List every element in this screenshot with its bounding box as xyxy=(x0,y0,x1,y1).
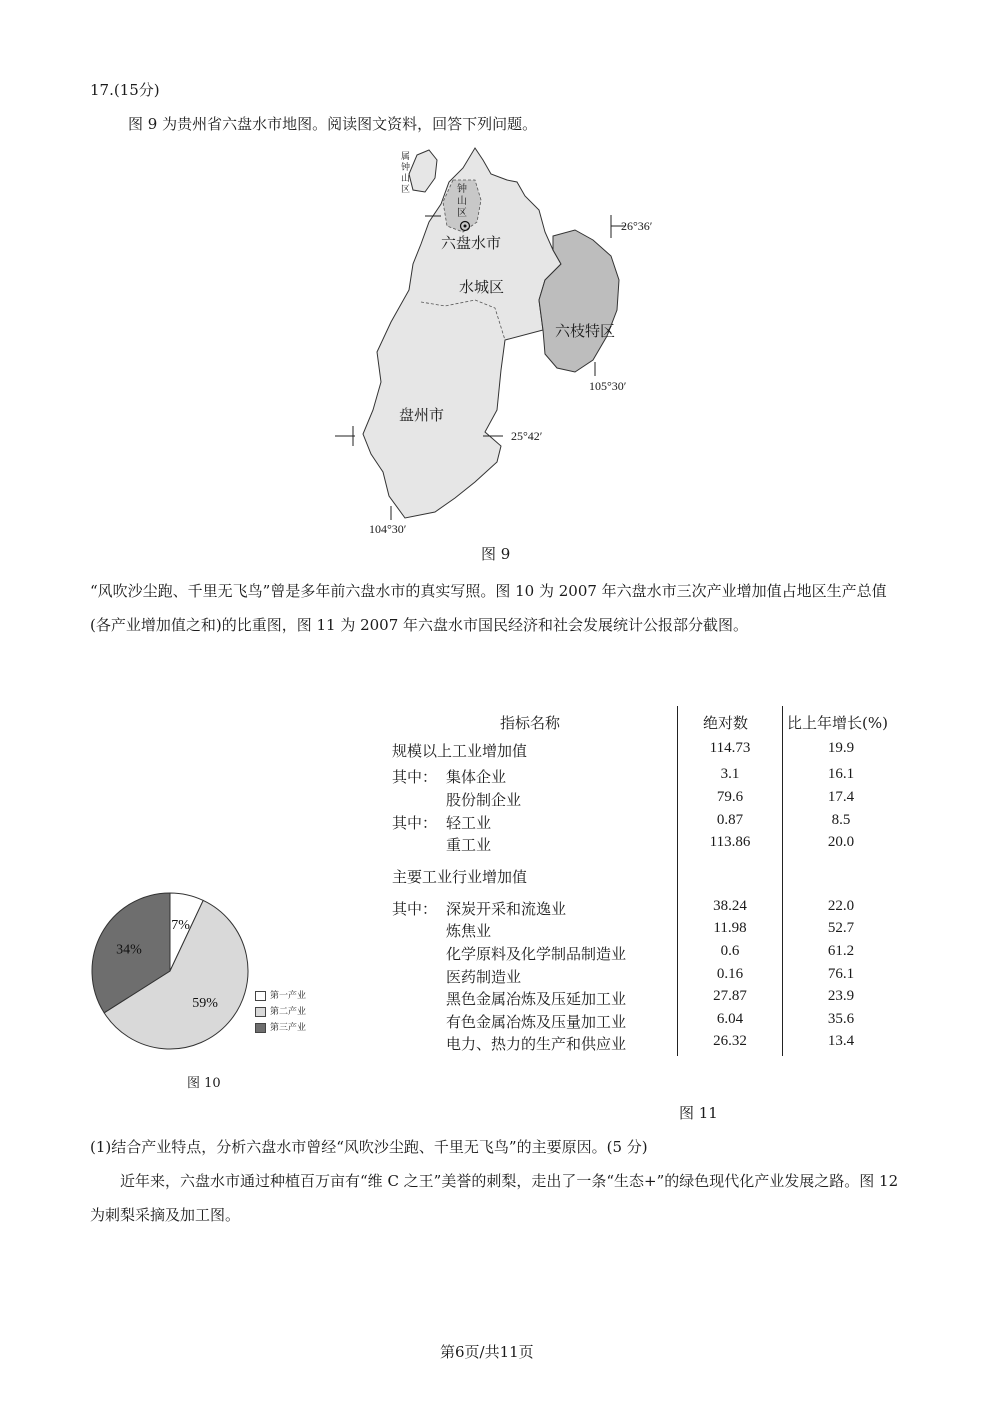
row-growth-value: 35.6 xyxy=(827,1011,855,1027)
row-prefix: 其中： xyxy=(392,814,438,832)
row-abs-value: 79.6 xyxy=(716,789,744,805)
stats-table xyxy=(390,706,910,1066)
row-abs-value: 113.86 xyxy=(709,834,751,850)
header-name: 指标名称 xyxy=(500,714,561,732)
coord-lon1: 105°30′ xyxy=(589,379,627,393)
label-shuicheng: 水城区 xyxy=(459,278,505,296)
table-caption: 图 11 xyxy=(679,1104,718,1122)
row-name: 电力、热力的生产和供应业 xyxy=(446,1035,627,1053)
paragraph-2: 近年来，六盘水市通过种植百万亩有“维 C 之王”美誉的刺梨，走出了一条“生态+”的绿色现代化产业发展之路。图 12 为刺梨采摘及加工图。 xyxy=(90,1172,899,1224)
row-abs-value: 0.16 xyxy=(716,966,744,982)
row-growth-value: 19.9 xyxy=(827,740,855,756)
row-growth-value: 61.2 xyxy=(827,943,855,959)
label-city: 六盘水市 xyxy=(441,234,502,252)
row-abs-value: 27.87 xyxy=(713,988,747,1004)
row-abs-value: 11.98 xyxy=(713,920,747,936)
legend-swatch-secondary xyxy=(255,1007,266,1017)
coord-lon2: 104°30′ xyxy=(369,522,407,536)
label-shudao: 属钟山区 xyxy=(401,152,411,195)
pie-label-secondary: 59% xyxy=(192,995,218,1011)
row-abs-value: 0.6 xyxy=(720,943,740,959)
row-abs-value: 6.04 xyxy=(716,1011,744,1027)
pie-label-primary: 7% xyxy=(171,917,190,933)
question-intro: 图 9 为贵州省六盘水市地图。阅读图文资料，回答下列问题。 xyxy=(128,115,538,133)
row-name: 化学原料及化学制品制造业 xyxy=(446,945,627,963)
legend-swatch-tertiary xyxy=(255,1023,266,1033)
row-name: 股份制企业 xyxy=(446,791,522,809)
legend-swatch-primary xyxy=(255,991,266,1001)
header-abs: 绝对数 xyxy=(703,714,749,732)
row-name: 炼焦业 xyxy=(446,922,492,940)
row-growth-value: 23.9 xyxy=(827,988,855,1004)
label-zhongshan: 钟山区 xyxy=(457,184,467,219)
row-name: 主要工业行业增加值 xyxy=(392,868,528,886)
coord-lat2: 25°42′ xyxy=(511,429,543,443)
row-name: 有色金属冶炼及压量加工业 xyxy=(446,1013,627,1031)
row-abs-value: 114.73 xyxy=(709,740,751,756)
map-figure xyxy=(325,140,655,540)
row-abs-value: 38.24 xyxy=(713,898,747,914)
question-1: (1)结合产业特点，分析六盘水市曾经“风吹沙尘跑、千里无飞鸟”的主要原因。(5 分) xyxy=(90,1138,648,1156)
map-caption: 图 9 xyxy=(481,545,511,563)
pie-chart-figure xyxy=(90,886,330,1056)
question-number: 17.(15分) xyxy=(90,81,160,99)
row-name: 深炭开采和流逸业 xyxy=(446,900,567,918)
row-growth-value: 13.4 xyxy=(827,1033,855,1049)
row-growth-value: 17.4 xyxy=(827,789,855,805)
pie-legend xyxy=(255,988,306,1033)
row-growth-value: 52.7 xyxy=(827,920,855,936)
row-name: 医药制造业 xyxy=(446,968,522,986)
pie-caption: 图 10 xyxy=(187,1076,221,1091)
coord-lat1: 26°36′ xyxy=(621,219,653,233)
pie-label-tertiary: 34% xyxy=(116,942,142,958)
pie-chart xyxy=(90,886,260,1056)
row-growth-value: 22.0 xyxy=(827,898,855,914)
row-growth-value: 76.1 xyxy=(827,966,855,982)
row-abs-value: 0.87 xyxy=(716,812,744,828)
header-growth: 比上年增长(%) xyxy=(787,714,888,732)
row-name: 重工业 xyxy=(446,836,492,854)
row-name: 轻工业 xyxy=(446,814,492,832)
row-prefix: 其中： xyxy=(392,900,438,918)
paragraph-1: “风吹沙尘跑、千里无飞鸟”曾是多年前六盘水市的真实写照。图 10 为 2007 年六盘水市三次产业增加值占地区生产总值(各产业增加值之和)的比重图，图 11 为 2007 年六盘水市国民经济和社会发展统计公报部分截图。 xyxy=(90,582,887,634)
enclave-region xyxy=(409,150,437,192)
legend-item-tertiary: 第三产业 xyxy=(255,1020,306,1033)
row-growth-value: 8.5 xyxy=(831,812,851,828)
legend-item-secondary: 第二产业 xyxy=(255,1004,306,1017)
row-abs-value: 3.1 xyxy=(720,766,740,782)
row-name: 黑色金属冶炼及压延加工业 xyxy=(446,990,627,1008)
row-growth-value: 16.1 xyxy=(827,766,855,782)
page-footer: 第6页/共11页 xyxy=(440,1343,534,1361)
label-panzhou: 盘州市 xyxy=(399,406,445,424)
row-name: 规模以上工业增加值 xyxy=(392,742,528,760)
row-growth-value: 20.0 xyxy=(827,834,855,850)
row-prefix: 其中： xyxy=(392,768,438,786)
row-name: 集体企业 xyxy=(446,768,507,786)
row-abs-value: 26.32 xyxy=(713,1033,747,1049)
legend-item-primary: 第一产业 xyxy=(255,988,306,1001)
label-liuzhi: 六枝特区 xyxy=(555,322,616,340)
